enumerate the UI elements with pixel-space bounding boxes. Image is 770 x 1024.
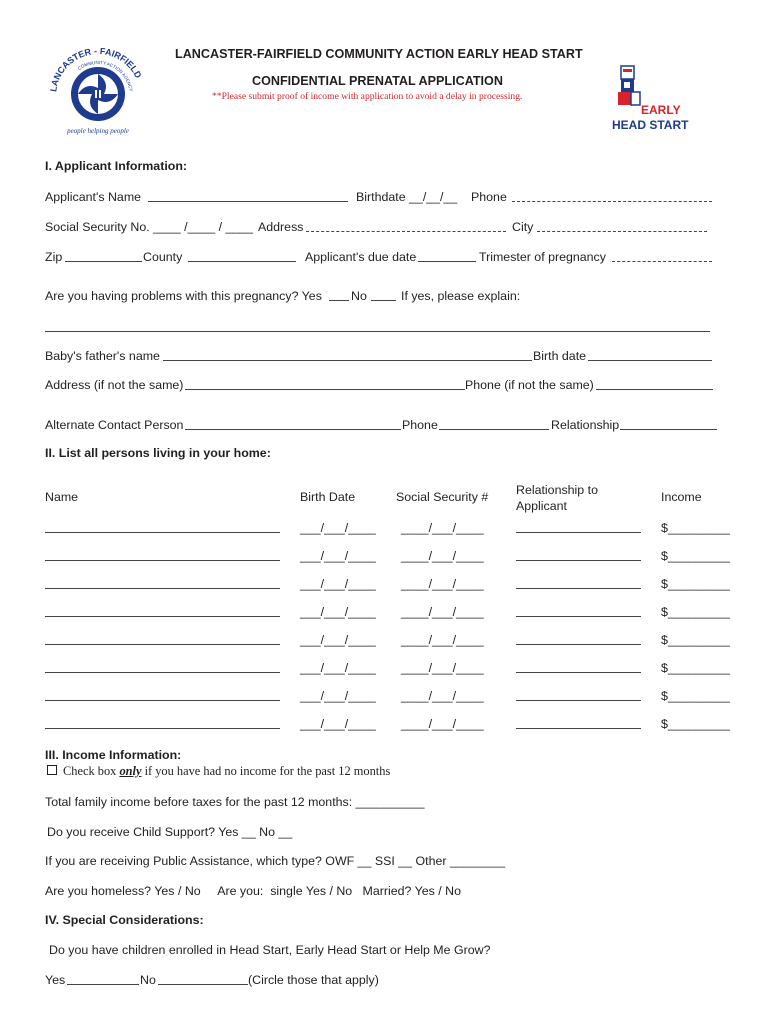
household-row-relationship-field[interactable] [516,549,641,561]
father-address-label: Address (if not the same) [45,378,184,392]
household-row-birth-field[interactable]: ___/___/____ [300,661,376,675]
household-row-name-field[interactable] [45,577,280,589]
org-title: LANCASTER-FAIRFIELD COMMUNITY ACTION EARLY HEAD START [175,47,583,61]
early-head-start-logo [610,64,690,134]
baby-father-label: Baby's father's name [45,349,160,363]
relationship-label: Relationship [551,418,620,432]
no-income-only: only [119,764,142,778]
alt-phone-field[interactable] [439,418,549,430]
household-row-income-field[interactable]: $_________ [661,717,730,731]
address-label: Address [258,220,304,234]
blocks-graphic [610,64,690,134]
household-row-birth-field[interactable]: ___/___/____ [300,577,376,591]
logo-head-start: HEAD START [612,118,689,132]
col-birth-date: Birth Date [300,490,356,504]
problems-explain-label: If yes, please explain: [401,289,521,303]
child-support-question: Do you receive Child Support? Yes __ No __ [47,825,293,839]
lancaster-fairfield-logo [44,38,150,136]
household-row-name-field[interactable] [45,717,280,729]
enrolled-yes-field[interactable] [67,973,139,985]
household-row-income-field[interactable]: $_________ [661,689,730,703]
household-row-birth-field[interactable]: ___/___/____ [300,717,376,731]
section-income-information: III. Income Information: [45,748,182,762]
household-row-relationship-field[interactable] [516,633,641,645]
alt-contact-field[interactable] [185,418,401,430]
household-row-ssn-field[interactable]: ____/___/____ [401,549,484,563]
household-row-ssn-field[interactable]: ____/___/____ [401,717,484,731]
address-field[interactable] [306,220,506,232]
applicant-name-label: Applicant's Name [45,190,142,204]
birthdate-label: Birthdate __/__/__ [356,190,458,204]
household-row-ssn-field[interactable]: ____/___/____ [401,633,484,647]
total-income-question: Total family income before taxes for the past 12 months: __________ [45,795,425,809]
children-enrolled-question: Do you have children enrolled in Head Start, Early Head Start or Help Me Grow? [49,943,491,957]
section-special-considerations: IV. Special Considerations: [45,913,204,927]
due-date-label: Applicant's due date [305,250,417,264]
household-row-name-field[interactable] [45,689,280,701]
city-label: City [512,220,534,234]
logo-early: EARLY [641,103,681,117]
circle-note: (Circle those that apply) [248,973,379,987]
col-name: Name [45,490,79,504]
household-row-income-field[interactable]: $_________ [661,605,730,619]
alt-contact-label: Alternate Contact Person [45,418,184,432]
col-relationship: Relationship to Applicant [516,483,598,513]
household-row-ssn-field[interactable]: ____/___/____ [401,605,484,619]
household-row-ssn-field[interactable]: ____/___/____ [401,521,484,535]
household-row-birth-field[interactable]: ___/___/____ [300,521,376,535]
household-row-birth-field[interactable]: ___/___/____ [300,549,376,563]
household-row-income-field[interactable]: $_________ [661,521,730,535]
phone-label: Phone [471,190,507,204]
section-applicant-information: I. Applicant Information: [45,159,188,173]
household-row-birth-field[interactable]: ___/___/____ [300,605,376,619]
baby-father-field[interactable] [163,349,532,361]
problems-yes-field[interactable] [329,289,349,301]
ssn-label: Social Security No. ____ /____ / ____ [45,220,254,234]
household-row-ssn-field[interactable]: ____/___/____ [401,661,484,675]
household-row-name-field[interactable] [45,661,280,673]
household-row-birth-field[interactable]: ___/___/____ [300,689,376,703]
household-row-relationship-field[interactable] [516,661,641,673]
applicant-name-field[interactable] [148,190,348,202]
proof-income-notice: **Please submit proof of income with application to avoid a delay in processing. [212,91,523,102]
father-phone-label: Phone (if not the same) [465,378,594,392]
logo-graphic [44,38,150,136]
enrolled-no-field[interactable] [158,973,248,985]
due-date-field[interactable] [418,250,476,262]
household-row-relationship-field[interactable] [516,717,641,729]
trimester-field[interactable] [612,250,712,262]
logo-tagline: people helping people [67,127,129,135]
household-row-income-field[interactable]: $_________ [661,549,730,563]
county-field[interactable] [188,250,296,262]
household-row-birth-field[interactable]: ___/___/____ [300,633,376,647]
enrolled-no-label: No [140,973,156,987]
logo-arc-inner: COMMUNITY ACTION AGENCY [76,59,134,92]
enrolled-yes-label: Yes [45,973,66,987]
no-income-checkbox[interactable] [47,765,57,775]
household-row-name-field[interactable] [45,521,280,533]
problems-no-label: No [351,289,367,303]
household-row-income-field[interactable]: $_________ [661,633,730,647]
trimester-label: Trimester of pregnancy [479,250,606,264]
household-row-relationship-field[interactable] [516,605,641,617]
col-ssn: Social Security # [396,490,489,504]
city-field[interactable] [537,220,707,232]
household-row-relationship-field[interactable] [516,577,641,589]
alt-phone-label: Phone [402,418,438,432]
homeless-marital-question: Are you homeless? Yes / No Are you: single Yes / No Married? Yes / No [45,884,462,898]
problems-explain-field[interactable] [45,331,710,332]
county-label: County [143,250,183,264]
household-row-relationship-field[interactable] [516,521,641,533]
household-row-ssn-field[interactable]: ____/___/____ [401,689,484,703]
logo-arc-top: LANCASTER - FAIRFIELD [48,45,144,93]
father-address-field[interactable] [185,378,465,390]
phone-field[interactable] [512,190,712,202]
no-income-row [47,764,390,779]
problems-question: Are you having problems with this pregnancy? Yes [45,289,322,303]
father-birthdate-label: Birth date [533,349,587,363]
household-row-name-field[interactable] [45,549,280,561]
father-phone-field[interactable] [596,378,713,390]
no-income-text-pre: Check box [63,764,120,778]
household-row-name-field[interactable] [45,633,280,645]
household-row-income-field[interactable]: $_________ [661,661,730,675]
household-row-relationship-field[interactable] [516,689,641,701]
zip-label: Zip [45,250,63,264]
section-household-members: II. List all persons living in your home: [45,446,271,460]
zip-field[interactable] [65,250,142,262]
col-income: Income [661,490,702,504]
father-birthdate-field[interactable] [588,349,712,361]
form-title: CONFIDENTIAL PRENATAL APPLICATION [252,74,503,88]
household-row-ssn-field[interactable]: ____/___/____ [401,577,484,591]
no-income-text-post: if you have had no income for the past 12 months [141,764,391,778]
problems-no-field[interactable] [371,289,396,301]
household-row-name-field[interactable] [45,605,280,617]
public-assistance-question: If you are receiving Public Assistance, which type? OWF __ SSI __ Other ________ [45,854,506,868]
relationship-field[interactable] [620,418,717,430]
household-row-income-field[interactable]: $_________ [661,577,730,591]
